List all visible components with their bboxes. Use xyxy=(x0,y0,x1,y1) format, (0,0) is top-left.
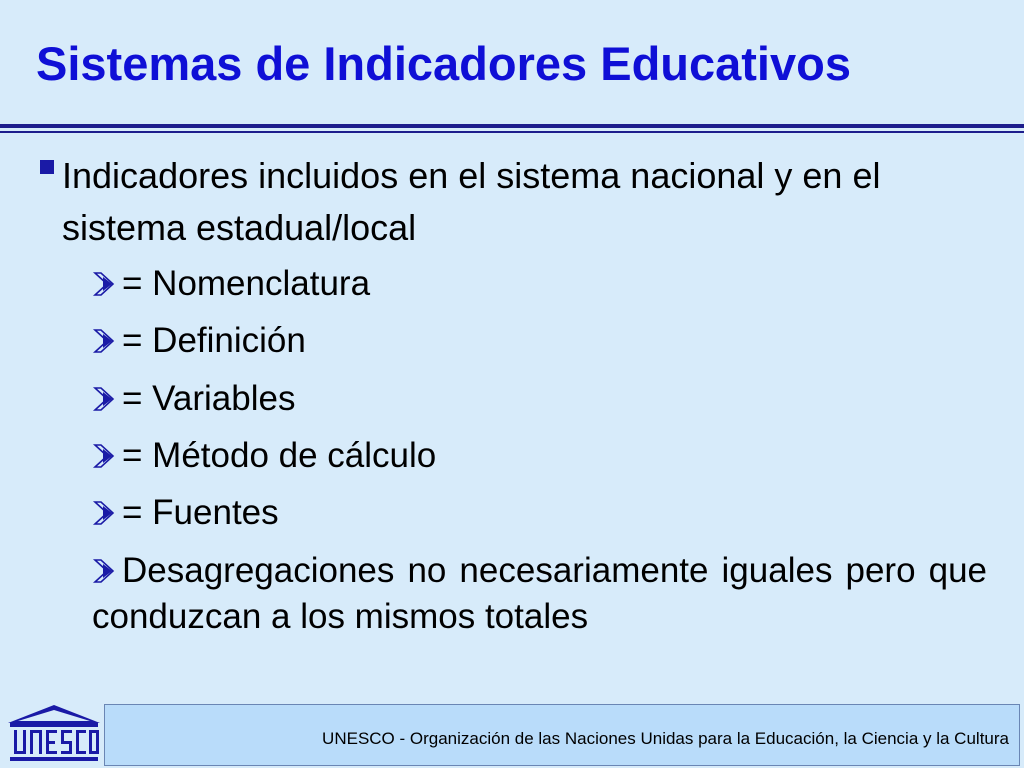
arrow-bullet-icon xyxy=(92,556,122,586)
arrow-bullet-icon xyxy=(92,441,122,471)
footer-bar xyxy=(104,704,1020,766)
sub-bullet-fuentes xyxy=(92,490,987,536)
sub-bullet-text: = Método de cálculo xyxy=(122,436,437,475)
sub-bullet-text: = Nomenclatura xyxy=(122,264,371,303)
sub-bullet-text: = Definición xyxy=(122,321,306,360)
main-bullet-text: Indicadores incluidos en el sistema nacional y en el sistema estadual/local xyxy=(62,155,881,248)
square-bullet-icon xyxy=(40,160,54,174)
arrow-bullet-icon xyxy=(92,384,122,414)
sub-bullet-nomenclatura xyxy=(92,261,987,307)
sub-bullet-text: = Variables xyxy=(122,379,296,418)
arrow-bullet-icon xyxy=(92,498,122,528)
sub-bullet-desagregaciones xyxy=(92,548,987,640)
title-rule-thick xyxy=(0,124,1024,128)
footer-text: UNESCO - Organización de las Naciones Unidas para la Educación, la Ciencia y la Cultura xyxy=(322,729,1009,748)
sub-bullet-text: Desagregaciones no necesariamente iguales pero que conduzcan a los mismos totales xyxy=(92,551,987,636)
sub-bullet-definicion xyxy=(92,318,987,364)
unesco-logo xyxy=(6,703,102,765)
slide-title: Sistemas de Indicadores Educativos xyxy=(36,37,851,90)
arrow-bullet-icon xyxy=(92,269,122,299)
sub-bullet-text: = Fuentes xyxy=(122,493,279,532)
sub-bullet-variables xyxy=(92,376,987,422)
arrow-bullet-icon xyxy=(92,326,122,356)
main-bullet xyxy=(40,150,990,254)
title-rule-thin xyxy=(0,131,1024,133)
sub-bullet-metodo xyxy=(92,433,987,479)
